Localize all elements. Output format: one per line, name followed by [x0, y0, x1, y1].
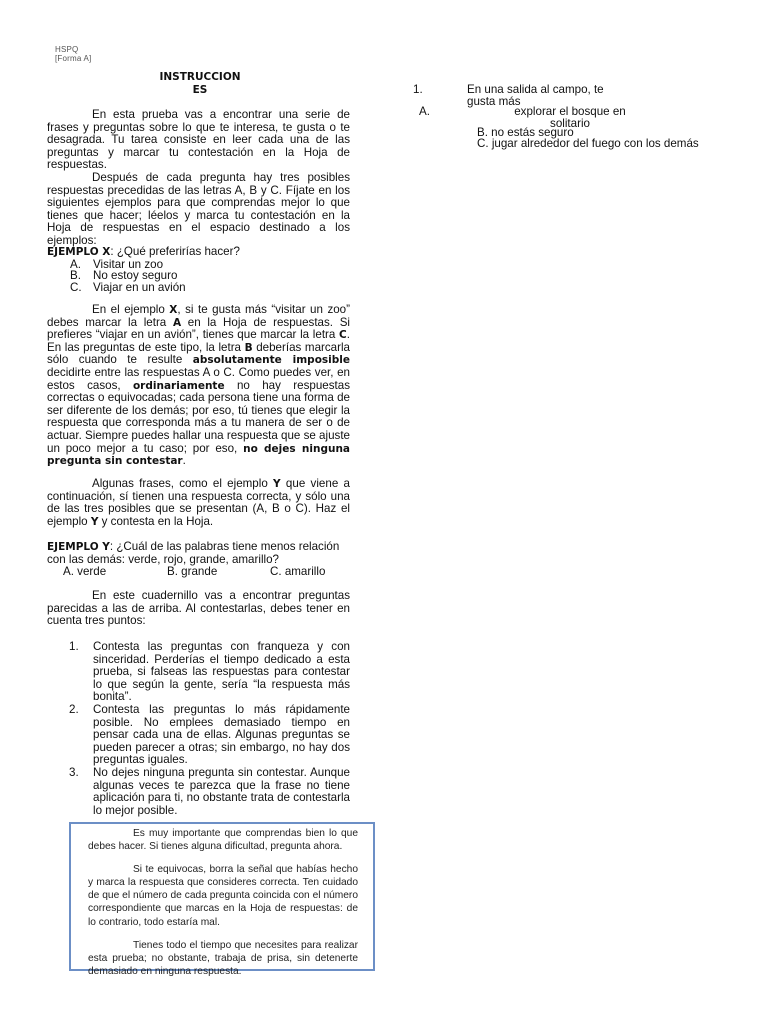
explanation-section [47, 304, 350, 468]
question-1-option-c: C. jugar alrededor del fuego con los demás [477, 137, 699, 150]
some-phrases-section [47, 478, 350, 528]
points-list [47, 641, 350, 817]
option-a-line-1: explorar el bosque en [514, 105, 626, 118]
text-run: decidirte entre las respuestas A o C. Como puedes ver, en estos casos, [47, 365, 350, 392]
emphasis: ordinariamente [132, 379, 225, 392]
example-x [47, 246, 350, 293]
notice-paragraph-2: Si te equivocas, borra la señal que habías hecho y marca la respuesta que consideres correcta. Ten cuidado de que el número de cada pregunta coincida con el número correspondiente que marcas en la Hoja de respuestas: de lo contrario, todo estaría mal. [88, 864, 358, 928]
explanation-paragraph [47, 304, 350, 468]
point-number: 2. [69, 702, 79, 716]
example-y-text: : ¿Cuál de las palabras tiene menos relación con las demás: verde, rojo, grande, amarillo? [47, 540, 340, 566]
text-run: deberías marcarla sólo cuando te resulte [47, 340, 351, 367]
point-text: Contesta las preguntas con franqueza y con sinceridad. Perderías el tiempo dedicado a esta prueba, si falseas las respuestas para contestar lo que según la gente, sería “la respuesta más bonita”. [93, 640, 350, 704]
point-text: No dejes ninguna pregunta sin contestar. Aunque algunas veces te parezca que la frase no tiene aplicación para ti, no obstante trata de contestarla lo mejor posible. [93, 765, 350, 817]
option-key: B. [70, 269, 81, 283]
emphasis: X [169, 304, 178, 316]
text-run: En el ejemplo [92, 303, 170, 316]
text-run: y contesta en la Hoja. [98, 514, 214, 528]
notice-paragraph-3: Tienes todo el tiempo que necesites para realizar esta prueba; no obstante, trabaja de prisa, sin detenerte demasiado en ninguna respuesta. [88, 939, 358, 977]
option-a-line-2: solitario [550, 116, 590, 130]
question-1-option-a-key: A. [419, 105, 430, 118]
form-header [55, 45, 91, 63]
example-x-label: EJEMPLO X [47, 246, 111, 258]
emphasis: A [172, 316, 182, 329]
option-text: Visitar un zoo [93, 257, 164, 271]
booklet-paragraph: En este cuadernillo vas a encontrar preguntas parecidas a las de arriba. Al contestarlas, debes tener en cuenta tres puntos: [47, 589, 350, 628]
question-1-line-2: gusta más [467, 94, 521, 108]
example-y-label: EJEMPLO Y [47, 541, 110, 553]
emphasis: Y [273, 478, 281, 490]
emphasis: no dejes ninguna pregunta sin contestar [47, 442, 350, 468]
emphasis: C [339, 329, 347, 342]
point-2 [47, 704, 350, 767]
intro-section [47, 109, 350, 248]
point-number: 1. [69, 640, 79, 653]
question-1-line-1: En una salida al campo, te [467, 83, 604, 96]
option-key: A. [70, 257, 81, 271]
example-y-option-b: B. grande [167, 565, 218, 578]
form-variant: [Forma A] [55, 54, 92, 63]
question-1-number: 1. [413, 83, 423, 96]
intro-paragraph-2: Después de cada pregunta hay tres posibles respuestas precedidas de las letras A, B y C. Fíjate en los siguientes ejemplos para que comprendas mejor lo que tienes que hacer; léelos y marca tu contestación en la Hoja de respuestas en el espacio destinado a los ejemplos: [47, 170, 350, 247]
intro-paragraph-1: En esta prueba vas a encontrar una serie de frases y preguntas sobre lo que te interesa, te gusta o te desagrada. Tu tarea consiste en leer cada una de las preguntas y marcar tu contestación en la Hoja de respuestas. [47, 108, 350, 172]
emphasis: absolutamente imposible [192, 354, 350, 367]
example-y-question [47, 541, 350, 566]
example-y-option-c: C. amarillo [270, 565, 326, 578]
option-text: No estoy seguro [93, 269, 178, 283]
text-run: que viene a continuación, sí tienen una respuesta correcta, y sólo una de las tres posibles que se presentan (A, B o C). Haz el ejemplo [47, 477, 350, 528]
emphasis: B [244, 341, 253, 354]
question-1-option-b: B. no estás seguro [477, 126, 574, 139]
notice-text [88, 827, 358, 978]
point-1 [47, 641, 350, 704]
notice-paragraph-1: Es muy importante que comprendas bien lo que debes hacer. Si tienes alguna dificultad, pregunta ahora. [88, 828, 358, 853]
option-key: C. [70, 280, 82, 294]
option-text: Viajar en un avión [93, 280, 186, 294]
point-number: 3. [69, 765, 79, 779]
title-line-1: INSTRUCCION [159, 71, 241, 83]
text-run: , si te gusta más “visitar un zoo” debes marcar la letra [47, 303, 350, 329]
example-x-text: : ¿Qué preferirías hacer? [110, 245, 240, 258]
text-run: . En las preguntas de este tipo, la letra [47, 328, 350, 354]
question-1-text [467, 84, 604, 107]
example-x-option-c [47, 282, 350, 294]
example-y [47, 541, 350, 566]
emphasis: Y [90, 515, 99, 528]
point-3 [47, 767, 350, 817]
text-run: no hay respuestas correctas o equivocadas; cada persona tiene una forma de ser diferente de los demás; por eso, tú tienes que elegir la respuesta que corresponda más a tu manera de ser o de actuar. Siempre puedes hallar una respuesta que se ajuste un poco mejor a tu caso; por eso, [47, 378, 350, 455]
example-y-option-a: A. verde [63, 565, 107, 578]
form-code: HSPQ [55, 45, 79, 54]
text-run: en la Hoja de respuestas. Si prefieres “viajar en un avión”, tienes que marcar la letra [47, 315, 351, 342]
text-run: . [182, 454, 186, 468]
some-phrases-paragraph [47, 478, 350, 528]
page-title [150, 71, 250, 97]
booklet-section [47, 590, 350, 628]
text-run: Algunas frases, como el ejemplo [92, 477, 274, 490]
point-text: Contesta las preguntas lo más rápidamente posible. No emplees demasiado tiempo en pensar cada una de ellas. Algunas preguntas se pueden parecer a otras; sin embargo, no hay dos preguntas iguales. [93, 702, 350, 767]
title-line-2: ES [192, 84, 208, 96]
